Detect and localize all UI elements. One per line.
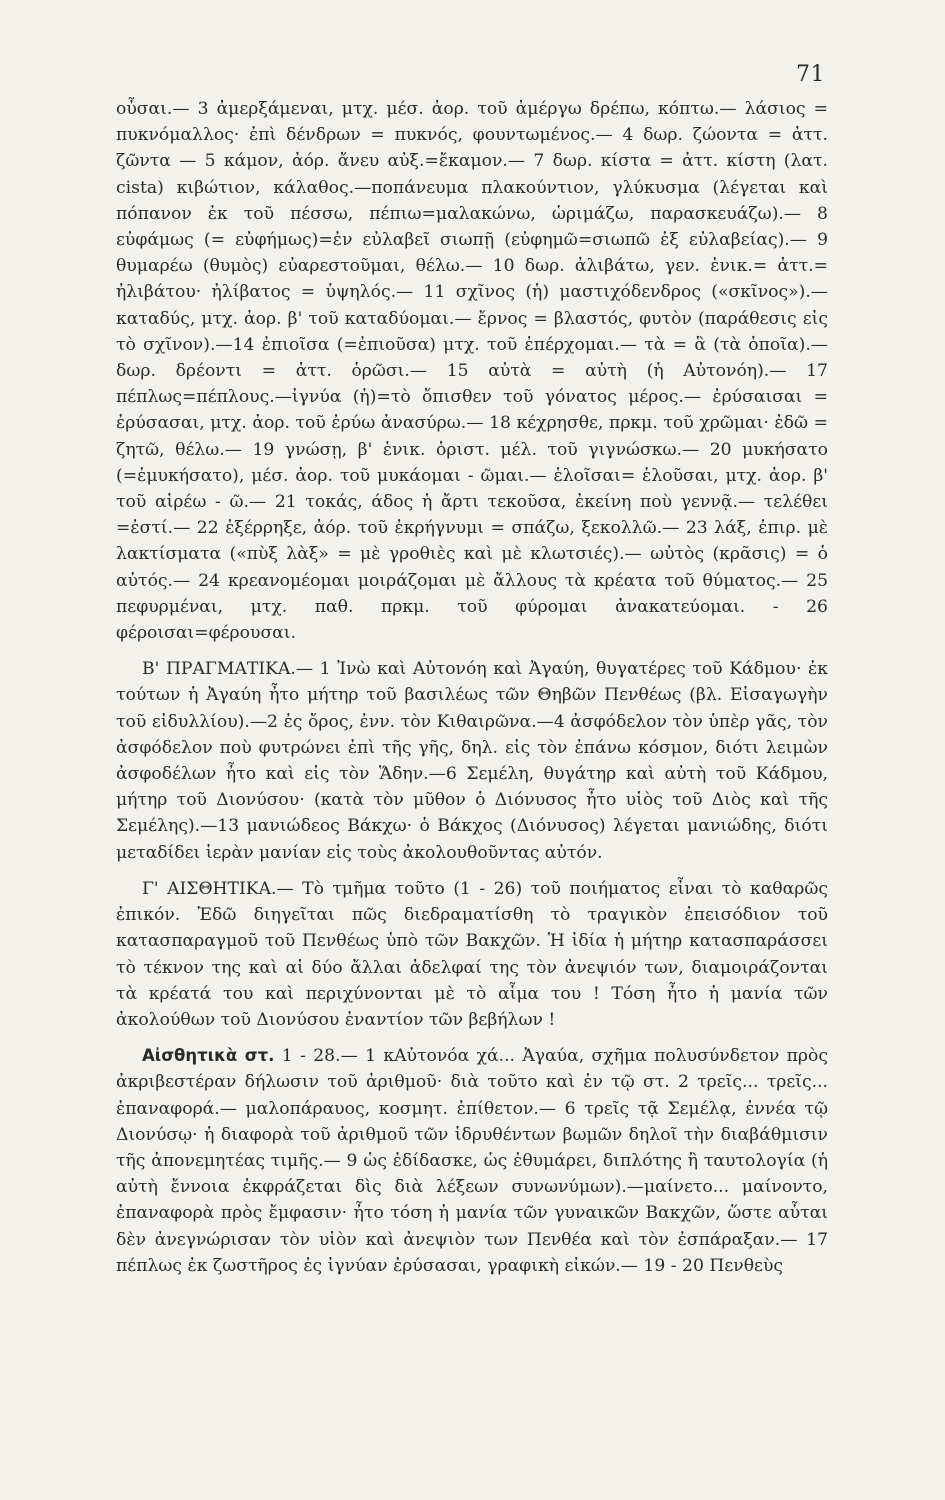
aisthitika-st-section (116, 1043, 828, 1279)
notes-paragraph: οὖσαι.— 3 ἀμερξάμεναι, μτχ. μέσ. ἀορ. τοῦ ἀμέργω δρέπω, κόπτω.— λάσιος = πυκνόμαλλος· ἐπὶ δένδρων = πυκνός, φουντωμένος.— 4 δωρ. ζώοντα = ἀττ. ζῶντα — 5 κάμον, ἀόρ. ἄνευ αὐξ.=ἔκαμον.— 7 δωρ. κίστα = ἀττ. κίστη (λατ. cista) κιβώτιον, κάλαθος.—ποπάνευμα πλακούντιον, γλύκυσμα (λέγεται καὶ πόπανον ἐκ τοῦ πέσσω, πέπιω=μαλακώνω, ὡριμάζω, παρασκευάζω).— 8 εὐφάμως (= εὐφήμως)=ἐν εὐλαβεῖ σιωπῇ (εὐφημῶ=σιωπῶ ἐξ εὐλαβείας).— 9 θυμαρέω (θυμὸς) εὐαρεστοῦμαι, θέλω.— 10 δωρ. ἀλιβάτω, γεν. ἑνικ.= ἀττ.= ἠλιβάτου· ἠλίβατος = ὑψηλός.— 11 σχῖνος (ἡ) μαστιχόδενδρος («σκῖνος»).— καταδύς, μτχ. ἀορ. β' τοῦ καταδύομαι.— ἔρνος = βλαστός, φυτὸν (παράθεσις εἰς τὸ σχῖνον).—14 ἐπιοῖσα (=ἐπιοῦσα) μτχ. τοῦ ἐπέρχομαι.— τὰ = ἃ (τὰ ὁποῖα).— δωρ. δρέοντι = ἀττ. ὁρῶσι.— 15 αὐτὰ = αὐτὴ (ἡ Αὐτονόη).— 17 πέπλως=πέπλους.—ἰγνύα (ἡ)=τὸ ὄπισθεν τοῦ γόνατος μέρος.— ἐρύσαισαι = ἐρύσασαι, μτχ. ἀορ. τοῦ ἐρύω ἀνασύρω.— 18 κέχρησθε, πρκμ. τοῦ χρῶμαι· ἐδῶ = ζητῶ, θέλω.— 19 γνώσῃ, β' ἑνικ. ὁριστ. μέλ. τοῦ γιγνώσκω.— 20 μυκήσατο (=ἐμυκήσατο), μέσ. ἀορ. τοῦ μυκάομαι - ῶμαι.— ἑλοῖσαι= ἑλοῦσαι, μτχ. ἀορ. β' τοῦ αἱρέω - ῶ.— 21 τοκάς, άδος ἡ ἄρτι τεκοῦσα, ἐκείνη ποὺ γεννᾷ.— τελέθει =ἐστί.— 22 ἐξέρρηξε, ἀόρ. τοῦ ἐκρήγνυμι = σπάζω, ξεκολλῶ.— 23 λάξ, ἐπιρ. μὲ λακτίσματα («πὺξ λὰξ» = μὲ γροθιὲς καὶ μὲ κλωτσιές).— ωὐτὸς (κρᾶσις) = ὁ αὐτός.— 24 κρεανομέομαι μοιράζομαι μὲ ἄλλους τὰ κρέατα τοῦ θύματος.— 25 πεφυρμέναι, μτχ. παθ. πρκμ. τοῦ φύρομαι ἀνακατεύομαι. - 26 φέροισαι=φέρουσαι. (116, 99, 828, 644)
page-number: 71 (796, 62, 825, 87)
aisthitika-st-text: 1 - 28.— 1 κΑὐτονόα χά... Ἀγαύα, σχῆμα πολυσύνδετον πρὸς ἀκριβεστέραν δήλωσιν τοῦ ἀριθμοῦ· διὰ τοῦτο καὶ ἐν τῷ στ. 2 τρεῖς... τρεῖς... ἐπαναφορά.— μαλοπάραυος, κοσμητ. ἐπίθετον.— 6 τρεῖς τᾷ Σεμέλᾳ, ἐννέα τῷ Διονύσῳ· ἡ διαφορὰ τοῦ ἀριθμοῦ τῶν ἱδρυθέντων βωμῶν δηλοῖ τὴν διαβάθμισιν τῆς ἀπονεμητέας τιμῆς.— 9 ὡς ἐδίδασκε, ὡς ἐθυμάρει, διπλότης ἢ ταυτολογία (ἡ αὐτὴ ἔννοια ἐκφράζεται δὶς διὰ λέξεων συνωνύμων).—μαίνετο... μαίνοντο, ἐπαναφορὰ πρὸς ἔμφασιν· ἦτο τόση ἡ μανία τῶν γυναικῶν Βακχῶν, ὥστε αὗται δὲν ἀνεγνώρισαν τὸν υἱὸν καὶ ἀνεψιὸν των Πενθέα καὶ τὸν ἐσπάραξαν.— 17 πέπλως ἐκ ζωστῆρος ἐς ἰγνύαν ἐρύσασαι, γραφικὴ εἰκών.— 19 - 20 Πενθεὺς (116, 1046, 828, 1276)
aisthitika-paragraph: Γ' ΑΙΣΘΗΤΙΚΑ.— Τὸ τμῆμα τοῦτο (1 - 26) τοῦ ποιήματος εἶναι τὸ καθαρῶς ἐπικόν. Ἐδῶ διηγεῖται πῶς διεδραματίσθη τὸ τραγικὸν ἐπεισόδιον τοῦ κατασπαραγμοῦ τοῦ Πενθέως ὑπὸ τῶν Βακχῶν. Ἡ ἰδία ἡ μήτηρ κατασπαράσσει τὸ τέκνον της καὶ αἱ δύο ἄλλαι ἀδελφαί της τὸν ἀνεψιόν των, διαμοιράζονται τὰ κρέατά του καὶ περιχύνονται μὲ τὸ αἷμα του ! Τόση ἦτο ἡ μανία τῶν ἀκολούθων τοῦ Διονύσου ἐναντίον τῶν βεβήλων ! (116, 878, 828, 1030)
page-body (116, 96, 828, 1279)
aisthitika-st-heading: Αἰσθητικὰ στ. (142, 1046, 275, 1066)
pragmatika-paragraph: Β' ΠΡΑΓΜΑΤΙΚΑ.— 1 Ἰνὼ καὶ Αὐτονόη καὶ Ἀγαύη, θυγατέρες τοῦ Κάδμου· ἐκ τούτων ἡ Ἀγαύη ἦτο μήτηρ τοῦ βασιλέως τῶν Θηβῶν Πενθέως (βλ. Εἰσαγωγὴν τοῦ εἰδυλλίου).—2 ἐς ὄρος, ἐνν. τὸν Κιθαιρῶνα.—4 ἀσφόδελον τὸν ὑπὲρ γᾶς, τὸν ἀσφόδελον ποὺ φυτρώνει ἐπὶ τῆς γῆς, δηλ. εἰς τὸν ἐπάνω κόσμον, διότι λειμὼν ἀσφοδέλων ἦτο καὶ εἰς τὸν Ἅδην.—6 Σεμέλη, θυγάτηρ καὶ αὐτὴ τοῦ Κάδμου, μήτηρ τοῦ Διονύσου· (κατὰ τὸν μῦθον ὁ Διόνυσος ἦτο υἱὸς τοῦ Διὸς καὶ τῆς Σεμέλης).—13 μανιώδεος Βάκχω· ὁ Βάκχος (Διόνυσος) λέγεται μανιώδης, διότι μεταδίδει ἱερὰν μανίαν εἰς τοὺς ἀκολουθοῦντας αὐτόν. (116, 659, 828, 863)
